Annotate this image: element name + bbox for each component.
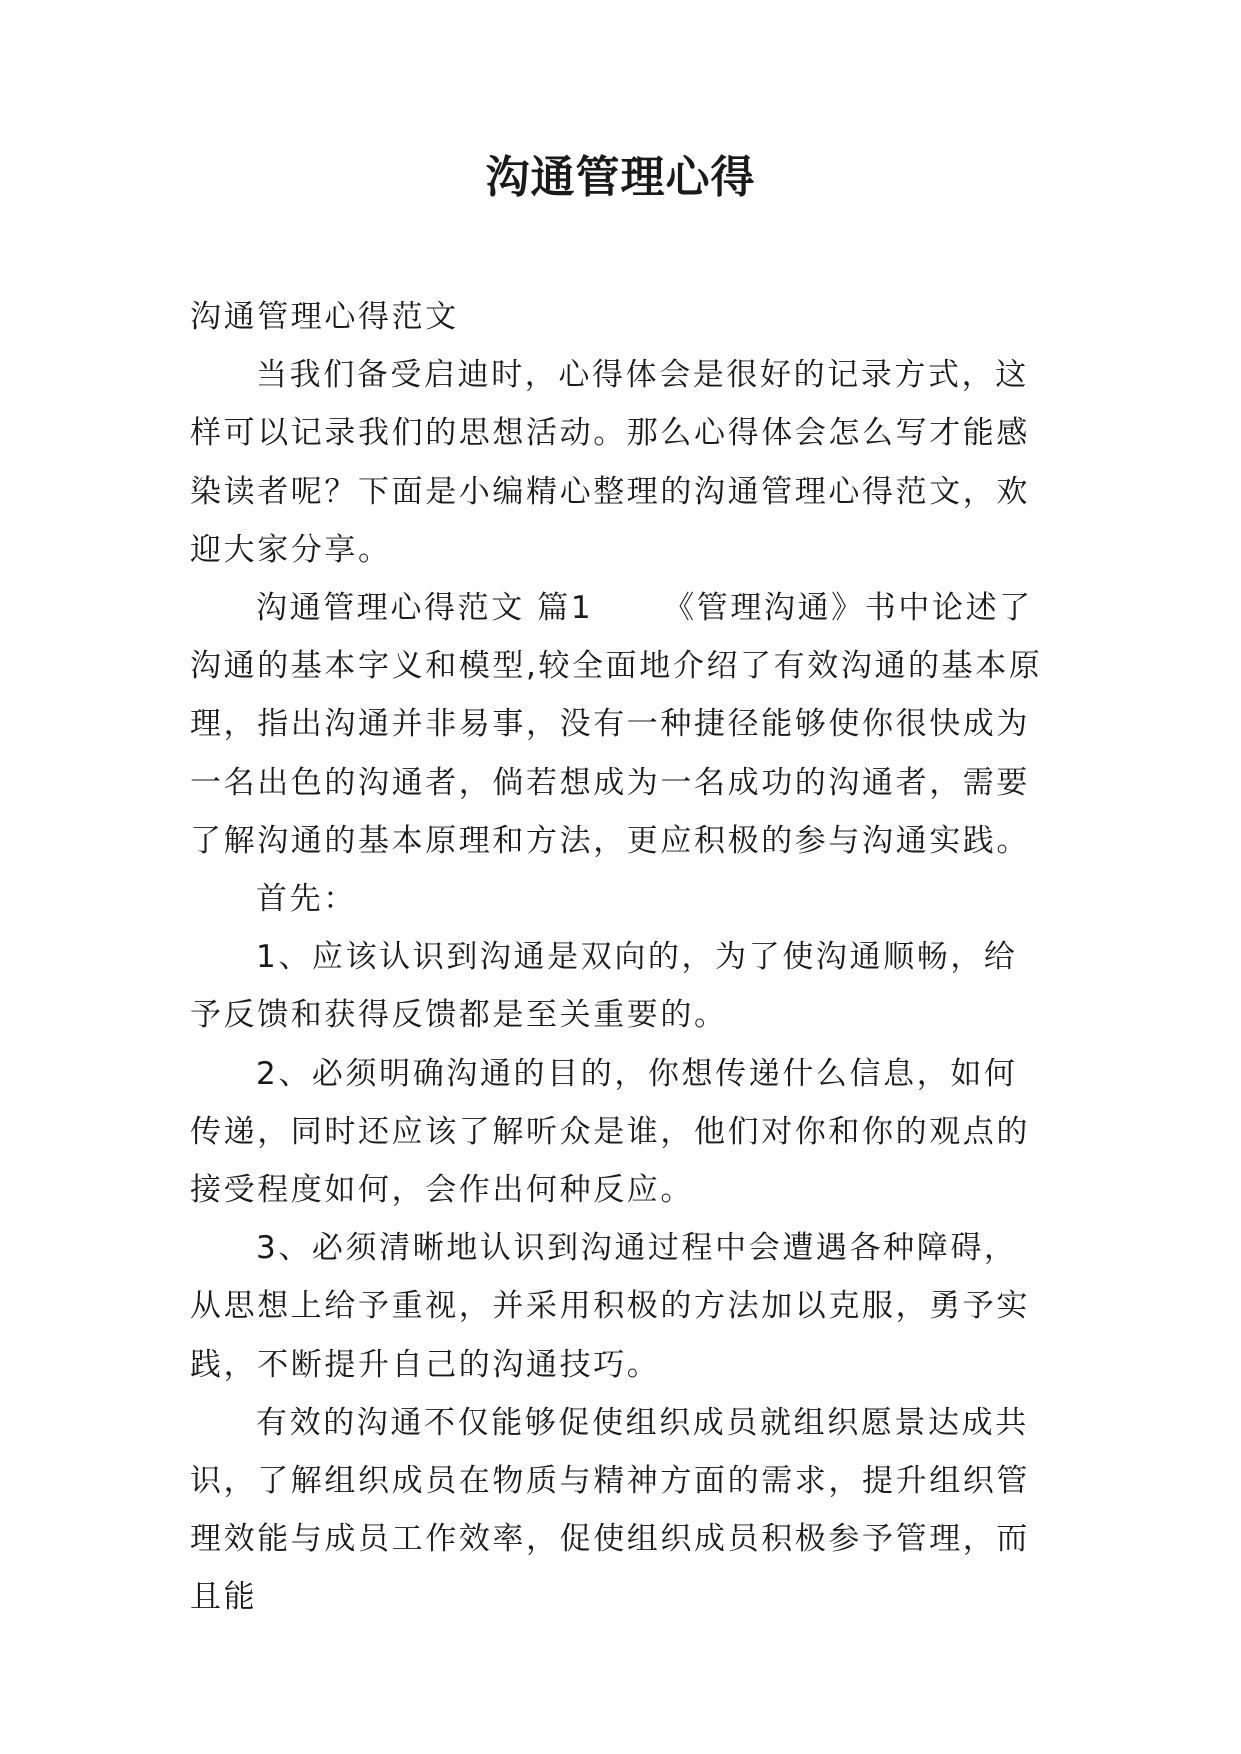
point-item-3: 3、必须清晰地认识到沟通过程中会遭遇各种障碍，从思想上给予重视，并采用积极的方法加以克服，勇予实践，不断提升自己的沟通技巧。 bbox=[190, 1230, 1030, 1383]
section-heading: 沟通管理心得范文 篇1 bbox=[256, 590, 594, 627]
document-body bbox=[190, 288, 1050, 1627]
first-label: 首先： bbox=[256, 881, 357, 918]
section-paragraph bbox=[190, 579, 1050, 870]
document-subtitle: 沟通管理心得范文 bbox=[190, 299, 459, 335]
point-item-2: 2、必须明确沟通的目的，你想传递什么信息，如何传递，同时还应该了解听众是谁，他们对你和你的观点的接受程度如何，会作出何种反应。 bbox=[190, 1055, 1030, 1209]
section-body: 《管理沟通》书中论述了沟通的基本字义和模型,较全面地介绍了有效沟通的基本原理，指出沟通并非易事，没有一种捷径能够使你很快成为一名出色的沟通者，倘若想成为一名成功的沟通者，需要了解沟通的基本原理和方法，更应积极的参与沟通实践。 bbox=[190, 590, 1043, 859]
intro-paragraph: 当我们备受启迪时，心得体会是很好的记录方式，这样可以记录我们的思想活动。那么心得体会怎么写才能感染读者呢？下面是小编精心整理的沟通管理心得范文，欢迎大家分享。 bbox=[190, 357, 1030, 568]
document-title: 沟通管理心得 bbox=[485, 152, 756, 203]
closing-paragraph: 有效的沟通不仅能够促使组织成员就组织愿景达成共识，了解组织成员在物质与精神方面的需求，提升组织管理效能与成员工作效率，促使组织成员积极参予管理，而且能 bbox=[190, 1404, 1030, 1616]
point-item-1: 1、应该认识到沟通是双向的，为了使沟通顺畅，给予反馈和获得反馈都是至关重要的。 bbox=[190, 939, 1018, 1034]
